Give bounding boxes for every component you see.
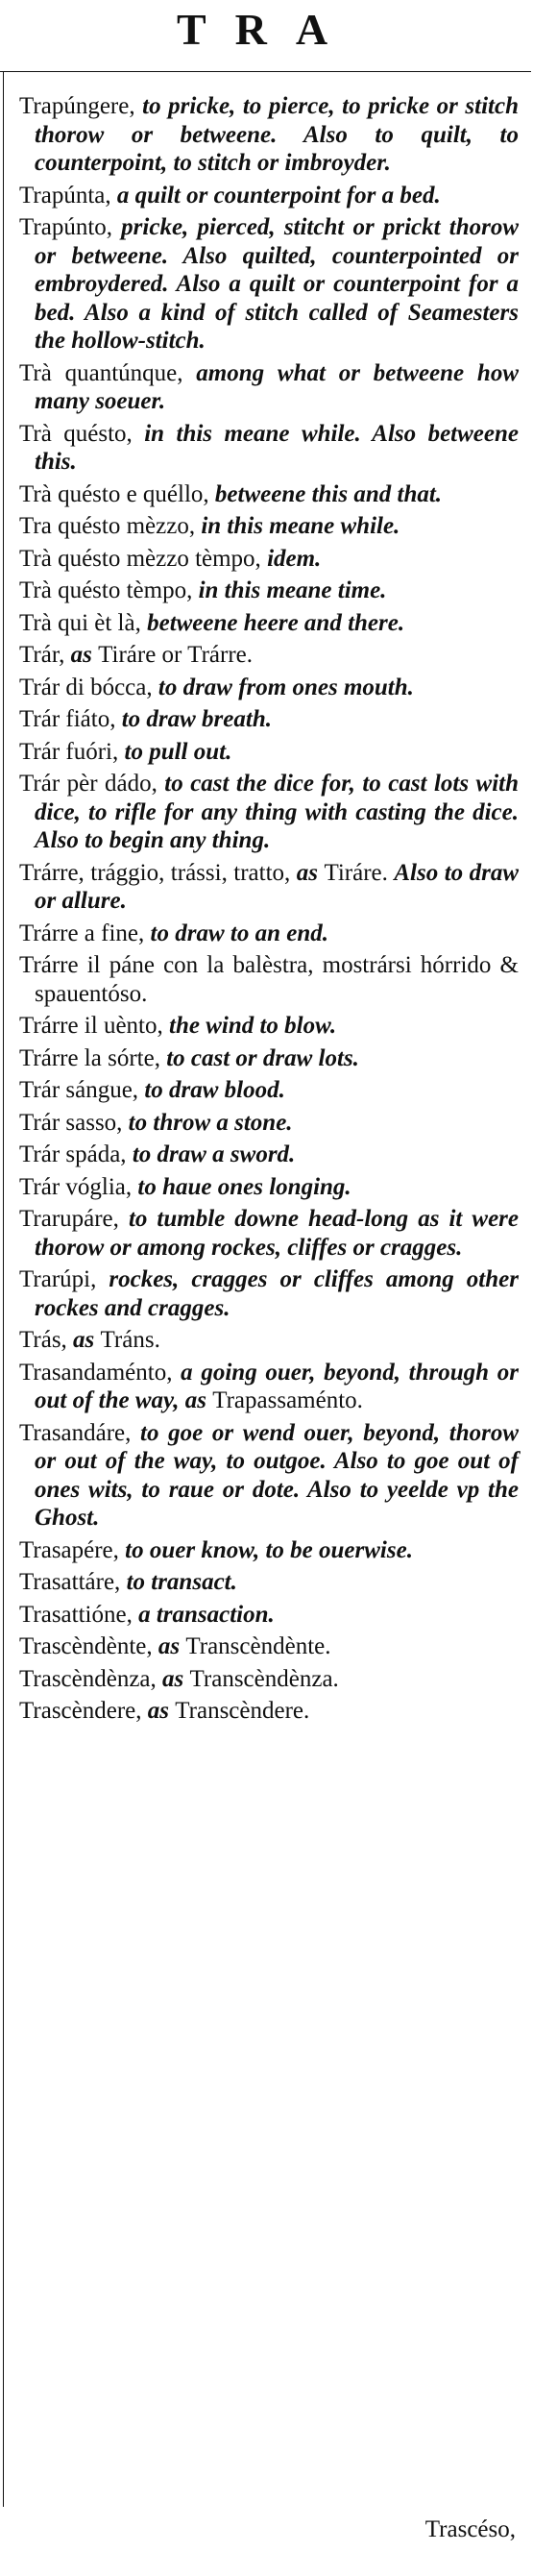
dictionary-entry — [19, 1205, 519, 1262]
entry-definition: as — [296, 859, 325, 886]
dictionary-entry — [19, 1109, 519, 1138]
dictionary-entry — [19, 359, 519, 416]
dictionary-entry — [19, 213, 519, 356]
entry-definition: idem. — [267, 545, 322, 572]
dictionary-entry — [19, 1076, 519, 1105]
entry-headword: Trár, — [19, 642, 71, 668]
entry-definition: to ouer know, to be ouerwise. — [125, 1536, 413, 1563]
entry-definition: to tumble downe head-long as it were thorow or among rockes, cliffes or cragges. — [35, 1206, 520, 1261]
entry-definition: to transact. — [126, 1569, 237, 1595]
dictionary-entry — [19, 609, 519, 638]
entry-headword: Trarúpi, — [19, 1266, 109, 1292]
entry-headword: Trà qui èt là, — [19, 609, 148, 636]
entry-definition: to draw blood. — [144, 1077, 285, 1103]
entry-headword: Trár fuóri, — [19, 738, 125, 765]
entry-headword: Trà quésto mèzzo tèmpo, — [19, 545, 268, 572]
entry-headword: Trár pèr dádo, — [19, 771, 165, 797]
entry-headword: Trascèndènza, — [19, 1665, 163, 1692]
margin-rule — [3, 71, 4, 2507]
entry-definition: to draw a sword. — [132, 1141, 296, 1167]
entry-definition: to pricke, to pierce, to pricke or stitch thorow or betweene. Also to quilt, to counterpoint, to stitch or imbroyder. — [35, 93, 519, 176]
entry-headword: Trasandaménto, — [19, 1359, 182, 1386]
entry-definition: Also to draw or allure. — [35, 859, 520, 914]
entry-definition: in this meane while. — [201, 513, 400, 539]
entry-headword: Trà quantúnque, — [19, 359, 197, 386]
entry-headword: Trasattióne, — [19, 1601, 139, 1628]
dictionary-entry — [19, 182, 519, 210]
header-rule — [0, 71, 531, 72]
entry-definition: as — [70, 642, 99, 668]
entry-headword: Trárre il uènto, — [19, 1013, 169, 1039]
dictionary-entry — [19, 577, 519, 605]
entry-headword: Trapúngere, — [19, 93, 143, 119]
entry-headword: Transcèndere. — [175, 1698, 310, 1724]
dictionary-entry — [19, 1012, 519, 1041]
entry-headword: Trár di bócca, — [19, 674, 158, 700]
entry-definition: to draw to an end. — [150, 920, 328, 946]
dictionary-entry — [19, 1665, 519, 1694]
entry-definition: as — [147, 1698, 176, 1724]
dictionary-entry — [19, 1601, 519, 1630]
entry-definition: a going ouer, beyond, through or out of the way, as — [35, 1359, 519, 1413]
entry-definition: to cast or draw lots. — [166, 1044, 359, 1071]
dictionary-entry — [19, 1359, 519, 1415]
dictionary-entry — [19, 1419, 519, 1533]
entry-definition: in this meane time. — [198, 577, 387, 603]
entry-definition: to draw from ones mouth. — [157, 674, 414, 700]
entry-headword: Trár sasso, — [19, 1109, 129, 1136]
entry-headword: Transcèndènza. — [189, 1665, 339, 1692]
dictionary-entry — [19, 1044, 519, 1073]
entry-definition: as — [157, 1633, 186, 1659]
entry-headword: Trapassaménto. — [212, 1387, 363, 1413]
dictionary-entry — [19, 545, 519, 574]
dictionary-entry — [19, 705, 519, 734]
dictionary-entry — [19, 1568, 519, 1597]
entry-definition: as — [73, 1327, 101, 1353]
dictionary-entry — [19, 1265, 519, 1322]
entry-headword: Trárre la sórte, — [19, 1044, 167, 1071]
entry-definition: to goe or wend ouer, beyond, thorow or out of the way, to outgoe. Also to goe out of ones wits, to raue or dote. Also to yeelde vp the Ghost. — [35, 1419, 519, 1531]
dictionary-entry — [19, 674, 519, 702]
dictionary-entry — [19, 641, 519, 670]
dictionary-entry — [19, 920, 519, 948]
entry-headword: Trascèndènte, — [19, 1633, 158, 1659]
entry-definition: as — [162, 1665, 190, 1692]
dictionary-entry — [19, 512, 519, 541]
entry-headword: Trarupáre, — [19, 1206, 129, 1232]
entry-definition: among what or betweene how many soeuer. — [35, 359, 520, 414]
entry-definition: betweene this and that. — [214, 480, 443, 507]
dictionary-entry — [19, 92, 519, 178]
dictionary-entry — [19, 480, 519, 509]
dictionary-entry — [19, 1326, 519, 1355]
entry-headword: Transcèndènte. — [185, 1633, 331, 1659]
entry-definition: rockes, cragges or cliffes among other rockes and cragges. — [35, 1266, 519, 1321]
entry-definition: pricke, pierced, stitcht or prickt thorow or betweene. Also quilted, counterpointed or embroydered. Also a quilt or counterpoint for a bed. Also a kind of stitch called of Seamesters the hollow-stitch. — [35, 214, 519, 354]
dictionary-entry — [19, 859, 519, 916]
entry-definition: to throw a stone. — [128, 1109, 293, 1136]
entry-definition: to haue ones longing. — [137, 1173, 351, 1200]
entry-headword: Trà quésto e quéllo, — [19, 480, 215, 507]
entry-list — [19, 92, 519, 1730]
dictionary-entry — [19, 1141, 519, 1169]
entry-headword: Trasattáre, — [19, 1569, 127, 1595]
entry-headword: Trár sángue, — [19, 1077, 145, 1103]
entry-headword: Trapúnta, — [19, 182, 117, 209]
entry-definition: to cast the dice for, to cast lots with dice, to rifle for any thing with casting the dice. Also to begin any thing. — [35, 771, 520, 853]
entry-definition: to draw breath. — [121, 706, 272, 732]
entry-headword: Trasapére, — [19, 1536, 126, 1563]
entry-definition: in this meane while. Also betweene this. — [35, 420, 519, 475]
entry-headword: Trárre a fine, — [19, 920, 151, 946]
dictionary-entry — [19, 1632, 519, 1661]
dictionary-entry — [19, 770, 519, 855]
entry-headword: Trà quésto, — [19, 420, 145, 447]
entry-headword: Tra quésto mèzzo, — [19, 513, 202, 539]
entry-headword: Tiráre. — [324, 859, 395, 886]
page-header: TRA — [176, 5, 357, 54]
entry-definition: a transaction. — [138, 1601, 275, 1628]
entry-headword: Trárre, trággio, trássi, tratto, — [19, 859, 297, 886]
dictionary-entry — [19, 1173, 519, 1202]
catchword: Trascéso, — [424, 2516, 516, 2542]
entry-headword: Trà quésto tèmpo, — [19, 577, 199, 603]
entry-definition: a quilt or counterpoint for a bed. — [116, 182, 441, 209]
entry-headword: Trár vóglia, — [19, 1173, 138, 1200]
entry-headword: Trás, — [19, 1327, 74, 1353]
entry-definition: to pull out. — [124, 738, 232, 765]
entry-headword: Trár spáda, — [19, 1141, 133, 1167]
dictionary-entry — [19, 1697, 519, 1726]
entry-headword: Tiráre or Trárre. — [98, 642, 253, 668]
entry-headword: Trascèndere, — [19, 1698, 148, 1724]
dictionary-entry — [19, 1536, 519, 1565]
entry-definition: the wind to blow. — [169, 1013, 337, 1039]
entry-headword: Trár fiáto, — [19, 706, 122, 732]
dictionary-entry — [19, 420, 519, 477]
dictionary-entry — [19, 951, 519, 1008]
entry-definition: betweene heere and there. — [147, 609, 405, 636]
entry-headword: Trárre il páne con la balèstra, mostrársi hórrido & spauentóso. — [19, 952, 519, 1007]
entry-headword: Trapúnto, — [19, 214, 122, 240]
entry-headword: Trasandáre, — [19, 1419, 141, 1446]
dictionary-entry — [19, 738, 519, 767]
entry-headword: Tráns. — [100, 1327, 160, 1353]
